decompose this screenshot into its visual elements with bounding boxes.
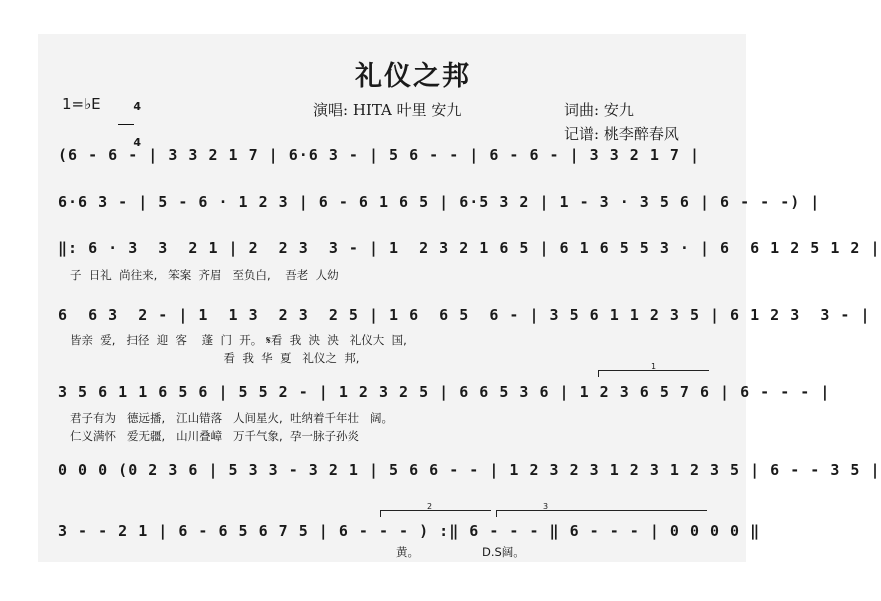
notation-line: 3 5 6 1 1 6 5 6 | 5 5 2 - | 1 2 3 2 5 | 6 6 5 3 6 | 1 2 3 6 5 7 6 | 6 - - - | [58,383,831,401]
volta-number: 3 [543,502,549,511]
key-signature: 1=♭E [62,95,101,113]
lyric-line: 仁义满怀 爱无疆, 山川叠嶂 万千气象, 孕一脉子孙炎 [70,429,360,443]
singers-credit: 演唱: HITA 叶里 安九 [313,101,462,119]
song-title: 礼仪之邦 [355,61,471,92]
ending-text: D.S阔。 [482,545,525,559]
notation-line: 6 6 3 2 - | 1 1 3 2 3 2 5 | 1 6 6 5 6 - | 3 5 6 1 1 2 3 5 | 6 1 2 3 3 - | [58,306,871,324]
volta-bracket [598,362,709,377]
ending-text: 黄。 [396,545,419,559]
meter-bottom: 4 [133,136,141,149]
notation-line: ‖: 6 · 3 3 2 1 | 2 2 3 3 - | 1 2 3 2 1 6 5 | 6 1 6 5 5 3 · | 6 6 1 2 5 1 2 | [58,239,881,257]
volta-bracket [496,502,707,517]
lyric-line: 子 日礼 尚往来, 笨案 齐眉 至负白, 吾老 人幼 [70,268,339,282]
notation-line: 6·6 3 - | 5 - 6 · 1 2 3 | 6 - 6 1 6 5 | 6·5 3 2 | 1 - 3 · 3 5 6 | 6 - - -) | [58,193,821,211]
transcriber-credit: 记谱: 桃李醉春风 [564,125,679,143]
notation-line: 0 0 0 (0 2 3 6 | 5 3 3 - 3 2 1 | 5 6 6 - - | 1 2 3 2 3 1 2 3 1 2 3 5 | 6 - - 3 5 | [58,461,881,479]
volta-number: 2 [427,502,433,511]
volta-number: 1 [651,362,657,371]
lyric-line: 皆亲 爱, 扫径 迎 客 蓬 门 开。 𝄋看 我 泱 泱 礼仪大 国, [70,333,407,347]
lyric-line: 看 我 华 夏 礼仪之 邦, [70,351,360,365]
notation-line: 3 - - 2 1 | 6 - 6 5 6 7 5 | 6 - - - ) :‖ 6 - - - ‖ 6 - - - | 0 0 0 0 ‖ [58,522,761,540]
lyric-line: 君子有为 德远播, 江山错落 人间星火, 吐纳着千年壮 阔。 [70,411,393,425]
meter-top: 4 [133,100,141,113]
volta-bracket [380,502,491,517]
composer-credit: 词曲: 安九 [564,101,634,119]
notation-line: (6 - 6 - | 3 3 2 1 7 | 6·6 3 - | 5 6 - - | 6 - 6 - | 3 3 2 1 7 | [58,146,700,164]
